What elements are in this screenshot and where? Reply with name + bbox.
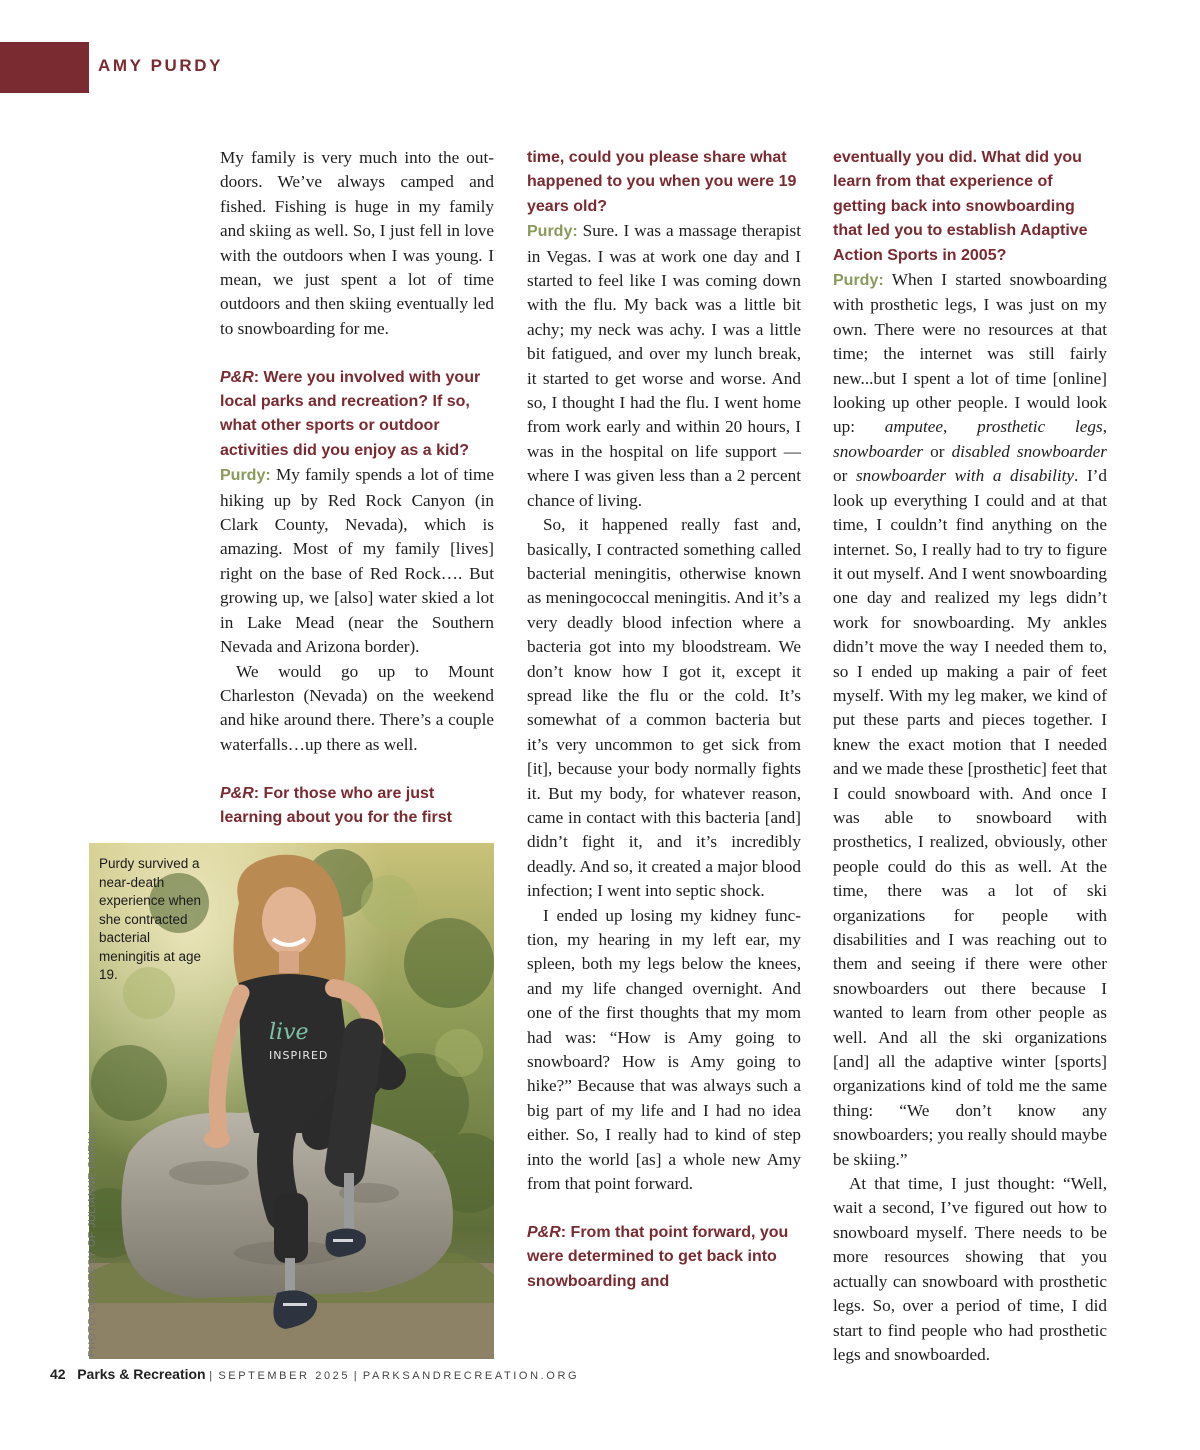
search-term: amputee — [884, 417, 943, 437]
magazine-title: Parks & Recreation — [77, 1366, 206, 1382]
page-footer — [50, 1366, 579, 1382]
question — [527, 1221, 801, 1294]
header-color-bar — [0, 42, 89, 93]
answer-text: Sure. I was a massage therapist in Vegas. I was at work one day and I started to feel like I was coming down with the flu. My back was a little bit achy; my neck was achy. I was a little bit fatigued, and over my lunch break, it started to get worse and worse. And so, I thought I had the flu. I went home from work early and within 20 hours, I was in the hospital on life support — where I was given less than a 2 percent chance of living. — [527, 221, 801, 510]
paragraph: We would go up to Mount Charleston (Nevada) on the weekend and hike around there. There’s a couple waterfalls…up there as well. — [220, 661, 494, 754]
photo-caption: Purdy survived a near-death experience when she contracted bacterial meningitis at age 19. — [99, 856, 202, 982]
answer — [527, 219, 801, 513]
article-column-3 — [833, 146, 1107, 1367]
answer — [833, 268, 1107, 1172]
question-text: : For those who are just learning about you for the first — [220, 784, 453, 826]
paragraph: At that time, I just thought: “Well, wait a second, I’ve figured out how to snowboard myself. There needs to be more resources showing that you actually can snowboard with prosthetic legs. So, over a period of time, I did start to find people who had prosthetic legs and snowboarded. — [833, 1174, 1107, 1364]
issue-date: SEPTEMBER 2025 — [218, 1370, 351, 1382]
section-header: AMY PURDY — [98, 56, 224, 75]
footer-separator: | — [209, 1370, 215, 1382]
question-text: : From that point forward, you were determined to get back into snowboarding and — [527, 1223, 789, 1290]
paragraph: So, it happened really fast and, basically, I contracted something called bacterial meningitis, otherwise known as meningococcal meningitis. And it’s a very deadly blood infection where a bacteria got into my bloodstream. We don’t know how I got it, except it spread like the flu or the cold. It’s somewhat of a common bacteria but it’s very uncommon to get sick from [it], because your body normally fights it. But my body, for whatever reason, came in contact with this bacteria [and] didn’t fight it, and it’s incredibly deadly. And so, it created a major blood infection; I went into septic shock. — [527, 515, 801, 901]
article-column-1 — [220, 146, 494, 830]
answer-text: My family spends a lot of time hiking up by Red Rock Canyon (in Clark County, Nevada), which is amazing. Most of my family [lives] right on the base of Red Rock…. But growing up, we [also] water skied a lot in Lake Mead (near the Southern Nevada and Arizona border). — [220, 465, 494, 657]
speaker-label: Purdy: — [527, 223, 578, 241]
paragraph: My family is very much into the outdoors. We’ve always camped and fished. Fishing is huge in my family and skiing as well. So, I just fell in love with the outdoors when I was young. I mean, we just spent a lot of time outdoors and then skiing eventually led to snowboarding for me. — [220, 148, 494, 338]
search-term: snowboarder — [833, 441, 924, 461]
website-url: PARKSANDRECREATION.ORG — [362, 1370, 580, 1382]
answer-text: . I’d look up everything I could and at that time, I couldn’t find anything on the internet. So, I really had to try to figure it out myself. And I went snowboarding one day and realized my legs didn’t work for snowboarding. My ankles didn’t move the way I needed them to, so I ended up making a pair of feet myself. With my leg maker, we kind of put these parts and pieces together. I knew the exact motion that I needed and we made these [prosthetic] feet that I could snowboard with. And once I was able to snowboard with prosthetics, I realized, obviously, other people could do this as well. At the time, there was a lot of ski organizations for people with disabilities and I was reaching out to them and seeing if there were other snowboarders out there because I wanted to learn from other people as well. And all the ski organizations [and] all the adaptive winter [sports] organizations kind of told me the same thing: “We don’t know any snowboarders; you really should maybe be skiing.” — [833, 466, 1107, 1169]
speaker-label: Purdy: — [833, 272, 884, 290]
speaker-label: Purdy: — [220, 467, 271, 485]
page-number: 42 — [50, 1366, 66, 1382]
question-text: : Were you involved with your local parks and recreation? If so, what other sports or outdoor activities did you enjoy as a kid? — [220, 368, 481, 459]
question — [220, 366, 494, 464]
separator: or — [833, 466, 856, 486]
question-label: P&R — [220, 784, 254, 802]
paragraph: I ended up losing my kidney function, my hearing in my left ear, my spleen, both my legs below the knees, and my life changed overnight. And one of the first thoughts that my mom had was: “How is Amy going to snowboard? How is Amy going to hike?” Because that was always such a big part of my life and I had no idea either. So, I really had to kind of step into the world [as] a whole new Amy from that point forward. — [527, 905, 801, 1194]
separator: , — [943, 417, 978, 437]
answer — [220, 463, 494, 659]
separator: , — [1102, 417, 1107, 437]
separator: or — [923, 441, 952, 461]
question-continued: time, could you please share what happened to you when you were 19 years old? — [527, 149, 797, 215]
question-label: P&R — [220, 368, 254, 386]
answer-text: When I started snowboarding with prosthetic legs, I was just on my own. There were no resources at that time; the internet was still fairly new...but I spent a lot of time [online] looking up other people. I would look up: — [833, 270, 1107, 437]
search-term: prosthetic legs — [977, 417, 1103, 437]
question-label: P&R — [527, 1223, 561, 1241]
article-column-2 — [527, 146, 801, 1294]
search-term: snowboarder with a disability — [855, 466, 1075, 486]
shirt-graphic-subtext: INSPIRED — [269, 1049, 329, 1062]
shirt-graphic-text: live — [269, 1020, 309, 1045]
search-term: disabled snowboarder — [951, 441, 1107, 461]
footer-separator: | — [353, 1370, 360, 1382]
question-continued: eventually you did. What did you learn from that experience of getting back into snowboarding that led you to establish Adaptive Action Sports in 2005? — [833, 149, 1088, 264]
photo-credit: PHOTO COURTESY OF JULIANNE ONEILL — [86, 1127, 98, 1357]
question — [220, 782, 494, 831]
